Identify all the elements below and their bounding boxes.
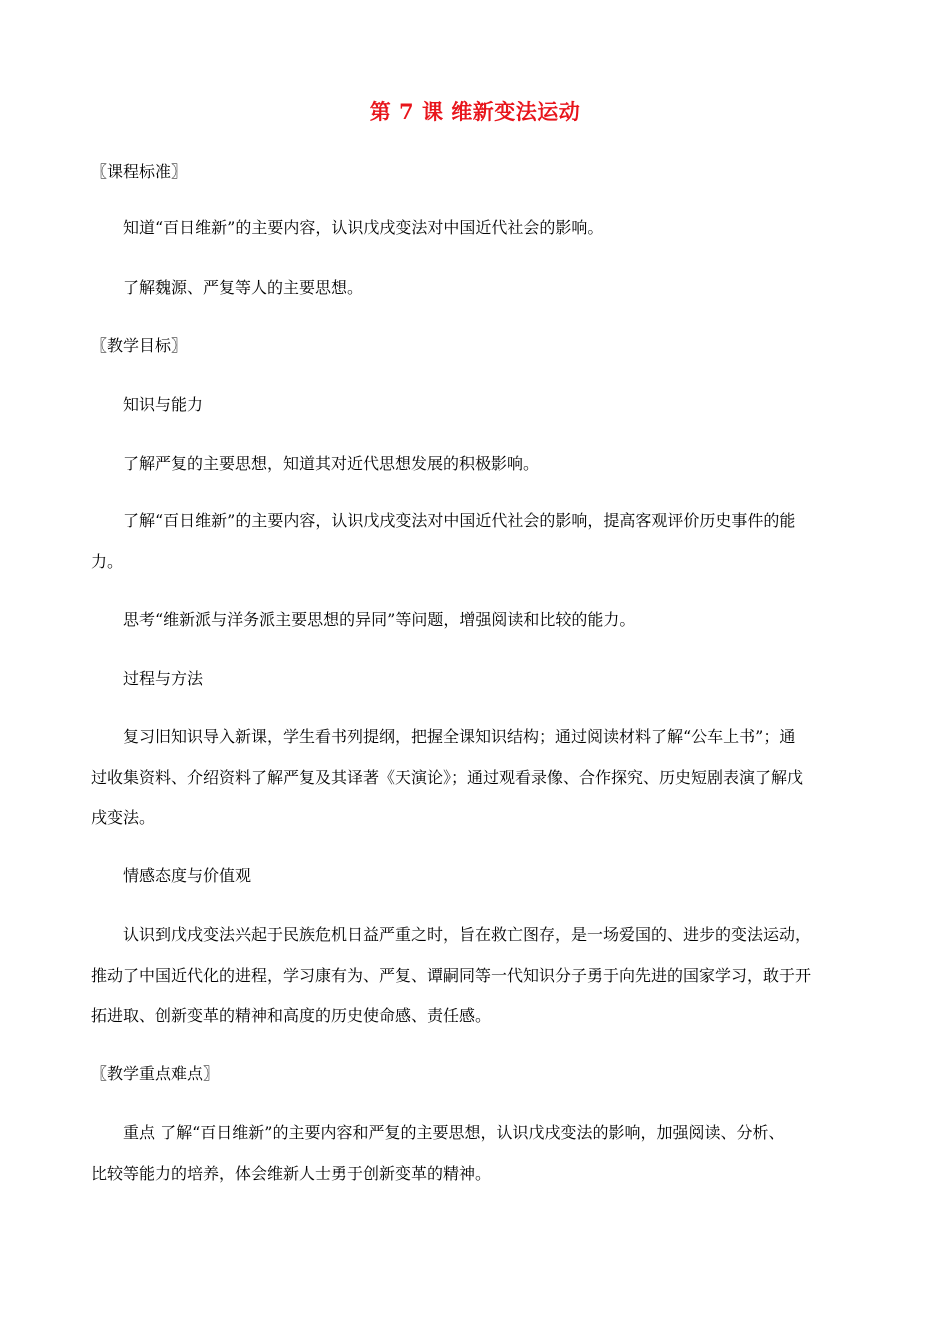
objective-paragraph-2-line-2: 力。 (91, 552, 124, 571)
lesson-title: 第 7 课 维新变法运动 (369, 99, 581, 124)
process-paragraph-line-2: 过收集资料、介绍资料了解严复及其译著《天演论》；通过观看录像、合作探究、历史短剧表演了解戊 (91, 768, 804, 787)
subheading-process-method: 过程与方法 (123, 669, 204, 688)
objective-paragraph-2-line-1: 了解“百日维新”的主要内容，认识戊戌变法对中国近代社会的影响，提高客观评价历史事件的能 (123, 511, 796, 530)
emotion-paragraph-line-1: 认识到戊戌变法兴起于民族危机日益严重之时，旨在救亡图存，是一场爱国的、进步的变法运动， (123, 925, 812, 944)
process-paragraph-line-1: 复习旧知识导入新课，学生看书列提纲，把握全课知识结构；通过阅读材料了解“公车上书”；通 (123, 727, 796, 746)
process-paragraph-line-3: 戌变法。 (91, 808, 156, 827)
standard-paragraph-2: 了解魏源、严复等人的主要思想。 (123, 278, 364, 297)
emotion-paragraph-line-2: 推动了中国近代化的进程，学习康有为、严复、谭嗣同等一代知识分子勇于向先进的国家学习，敢于开 (91, 966, 812, 985)
key-point-paragraph-line-2: 比较等能力的培养，体会维新人士勇于创新变革的精神。 (91, 1164, 492, 1183)
subheading-emotion-values: 情感态度与价值观 (123, 866, 252, 885)
section-heading-teaching-objectives: 〖教学目标〗 (91, 336, 188, 355)
section-heading-course-standard: 〖课程标准〗 (91, 162, 188, 181)
objective-paragraph-1: 了解严复的主要思想，知道其对近代思想发展的积极影响。 (123, 454, 540, 473)
key-point-paragraph-line-1: 重点 了解“百日维新”的主要内容和严复的主要思想，认识戊戌变法的影响，加强阅读、分析、 (123, 1123, 785, 1142)
subheading-knowledge-ability: 知识与能力 (123, 395, 204, 414)
section-heading-key-difficult-points: 〖教学重点难点〗 (91, 1064, 220, 1083)
objective-paragraph-3: 思考“维新派与洋务派主要思想的异同”等问题，增强阅读和比较的能力。 (123, 610, 636, 629)
standard-paragraph-1: 知道“百日维新”的主要内容，认识戊戌变法对中国近代社会的影响。 (123, 218, 604, 237)
emotion-paragraph-line-3: 拓进取、创新变革的精神和高度的历史使命感、责任感。 (91, 1006, 492, 1025)
